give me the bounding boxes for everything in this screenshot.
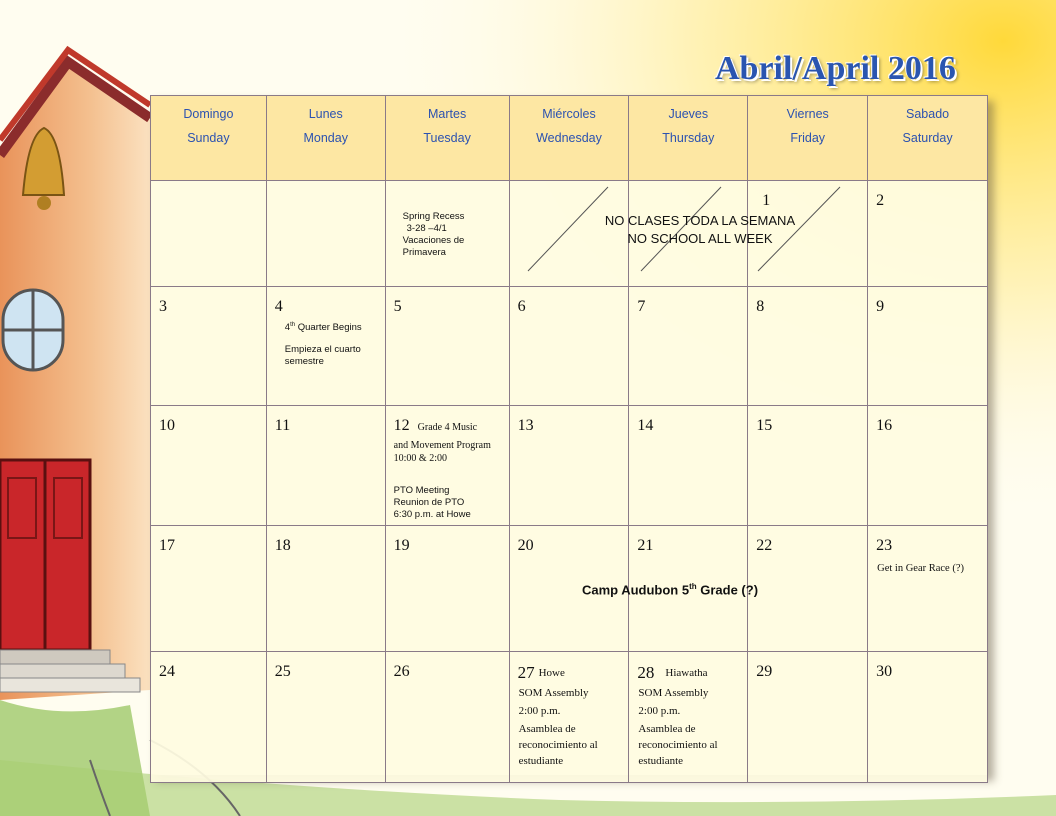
day-number: 4 [274, 298, 283, 315]
music-program-title: Grade 4 Music [417, 422, 478, 433]
assembly-time: 2:00 p.m. [518, 705, 561, 717]
day-number: 8 [756, 298, 765, 315]
day-number: 22 [756, 537, 773, 554]
event-line: Reunion de PTO [393, 497, 465, 508]
day-number: 2 [876, 192, 885, 209]
camp-text-end: Grade (?) [696, 582, 759, 598]
day-cell [748, 652, 868, 783]
weekday-header [266, 96, 385, 181]
no-school-en: NO SCHOOL ALL WEEK [627, 231, 773, 246]
day-number: 14 [637, 417, 654, 434]
weekday-header-row [151, 96, 988, 181]
day-cell [151, 652, 267, 783]
day-cell [868, 406, 988, 526]
day-cell [151, 287, 267, 406]
weekday-header [748, 96, 868, 181]
quarter-text: Quarter Begins [297, 322, 362, 334]
quarter-number: 4 [284, 322, 291, 334]
weekday-es: Viernes [786, 107, 829, 121]
weekday-en: Sunday [187, 131, 230, 145]
day-number: 30 [876, 663, 893, 680]
day-number: 21 [637, 537, 654, 554]
day-number: 15 [756, 417, 773, 434]
day-cell [748, 287, 868, 406]
weekday-es: Martes [428, 107, 467, 121]
day-number: 12 [393, 417, 410, 434]
assembly-es: Asamblea de reconocimiento al estudiante [638, 723, 718, 767]
week-row [151, 652, 988, 783]
day-cell [266, 181, 385, 287]
school-name: Howe [538, 667, 565, 679]
camp-sup: th [689, 582, 697, 591]
weekday-en: Monday [303, 131, 348, 145]
assembly-es: Asamblea de reconocimiento al estudiante [518, 723, 598, 767]
weekday-en: Tuesday [423, 131, 471, 145]
day-cell [868, 652, 988, 783]
day-number: 11 [274, 417, 291, 434]
event-line: 3-28 –4/1 [406, 223, 447, 234]
weekday-en: Wednesday [536, 131, 602, 145]
day-cell [151, 181, 267, 287]
day-cell [266, 526, 385, 652]
no-school-banner [560, 212, 840, 248]
music-program-detail: and Movement Program 10:00 & 2:00 [393, 440, 491, 464]
day-cell [868, 526, 988, 652]
day-cell [266, 406, 385, 526]
day-cell [385, 406, 509, 526]
day-cell [629, 406, 748, 526]
day-number: 9 [876, 298, 885, 315]
event-line: PTO Meeting [393, 485, 450, 496]
quarter-begins-note [285, 319, 385, 368]
event-line: Spring Recess [402, 211, 465, 222]
assembly-note [638, 684, 736, 769]
weekday-es: Domingo [183, 107, 234, 121]
assembly-time: 2:00 p.m. [638, 705, 681, 717]
day-number: 5 [393, 298, 402, 315]
day-number: 13 [517, 417, 534, 434]
pto-meeting-note [394, 485, 471, 521]
weekday-header [151, 96, 267, 181]
weekday-es: Miércoles [542, 107, 596, 121]
quarter-es: Empieza el cuarto semestre [284, 344, 361, 368]
weekday-en: Friday [790, 131, 826, 145]
day-cell [266, 652, 385, 783]
school-name: Hiawatha [665, 667, 708, 679]
day-cell [629, 287, 748, 406]
camp-text: Camp Audubon 5 [581, 582, 690, 598]
assembly-note [519, 684, 617, 769]
week-row [151, 406, 988, 526]
race-event: Get in Gear Race (?) [877, 563, 964, 574]
weekday-es: Sabado [906, 107, 950, 121]
day-number: 3 [159, 298, 167, 315]
day-number: 24 [159, 663, 175, 680]
weekday-header [385, 96, 509, 181]
day-number: 6 [517, 298, 526, 315]
day-number: 26 [393, 663, 410, 680]
day-number: 23 [876, 537, 893, 554]
day-number: 29 [756, 663, 773, 680]
calendar-grid [150, 95, 988, 783]
day-number: 19 [393, 537, 410, 554]
event-line: Vacaciones de [402, 235, 465, 246]
day-number: 18 [274, 537, 291, 554]
day-cell [385, 652, 509, 783]
event-line: Primavera [402, 247, 446, 258]
day-cell [151, 526, 267, 652]
day-number: 7 [637, 298, 646, 315]
day-cell [385, 526, 509, 652]
day-cell [629, 652, 748, 783]
day-cell [868, 181, 988, 287]
day-cell [509, 652, 629, 783]
event-line: 6:30 p.m. at Howe [393, 509, 471, 520]
day-cell [509, 406, 629, 526]
weekday-es: Lunes [308, 107, 343, 121]
day-cell [266, 287, 385, 406]
weekday-en: Thursday [662, 131, 715, 145]
day-number: 10 [159, 417, 175, 434]
week-row [151, 287, 988, 406]
assembly-title: SOM Assembly [638, 687, 709, 699]
day-number: 1 [762, 192, 771, 209]
day-cell [151, 406, 267, 526]
weekday-en: Saturday [902, 131, 953, 145]
day-number: 17 [159, 537, 175, 554]
assembly-title: SOM Assembly [518, 687, 589, 699]
calendar-title: Abril/April 2016 [715, 50, 956, 87]
quarter-sup: th [290, 322, 296, 328]
day-number: 27 [517, 663, 535, 682]
weekday-header [509, 96, 629, 181]
day-cell [509, 287, 629, 406]
day-cell [748, 406, 868, 526]
weekday-header [629, 96, 748, 181]
camp-audubon-banner [540, 578, 800, 599]
day-number: 25 [274, 663, 291, 680]
weekday-header [868, 96, 988, 181]
spring-recess-note [403, 211, 465, 259]
no-school-es: NO CLASES TODA LA SEMANA [604, 213, 796, 228]
day-cell [868, 287, 988, 406]
day-number: 16 [876, 417, 893, 434]
weekday-es: Jueves [668, 107, 709, 121]
day-number: 20 [517, 537, 534, 554]
day-cell [385, 181, 509, 287]
day-number: 28 [637, 663, 655, 682]
day-cell [385, 287, 509, 406]
